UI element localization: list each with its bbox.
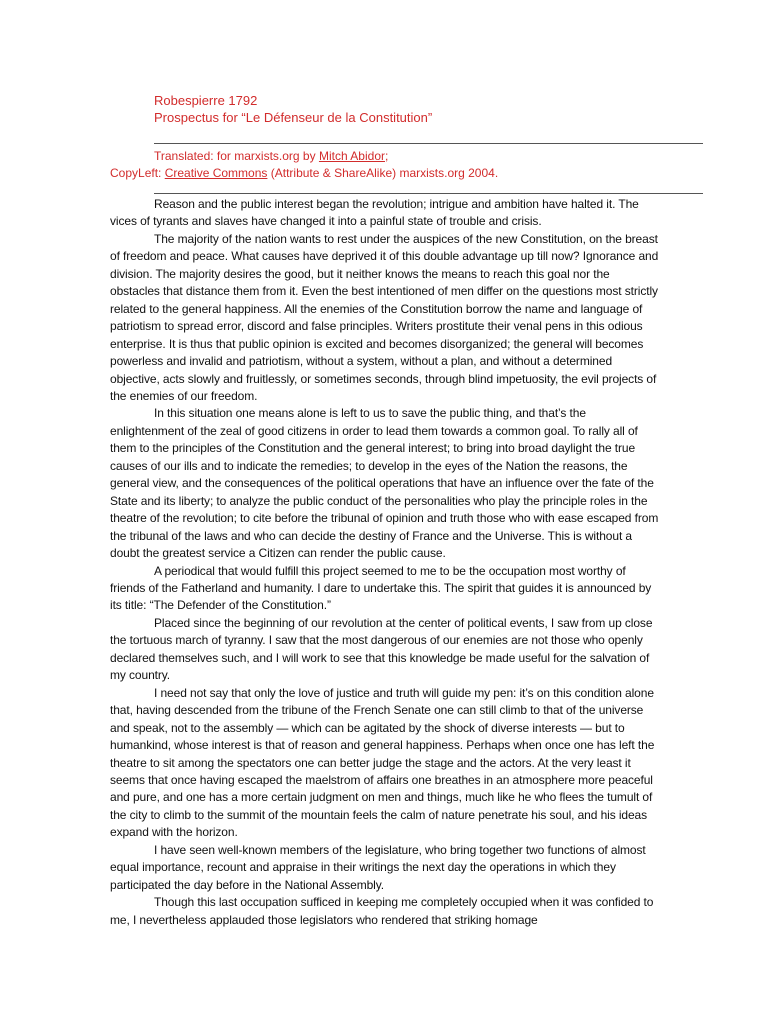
- paragraph: I need not say that only the love of justice and truth will guide my pen: it’s on this condition alone that, having descended from the tribune of the French Senate one can still climb to that of the universe and speak, not to the assembly — which can be agitated by the shock of diverse interests — but to humankind, whose interest is that of reason and general happiness. Perhaps when once one has left the theatre to sit among the spectators one can better judge the stage and the actors. At the very least it seems that once having escaped the maelstrom of affairs one breathes in an atmosphere more peaceful and pure, and one has a more certain judgment on men and things, much like he who flees the tumult of the city to climb to the summit of the mountain feels the calm of nature penetrate his soul, and his ideas expand with the horizon.: [110, 685, 655, 840]
- paragraph: Though this last occupation sufficed in keeping me completely occupied when it was confided to me, I nevertheless applauded those legislators who rendered that striking homage: [110, 895, 654, 927]
- document-header: [154, 92, 432, 126]
- top-divider: [154, 143, 703, 144]
- copyleft-prefix: CopyLeft:: [110, 166, 165, 180]
- copyleft-credit: [110, 165, 498, 182]
- paragraph: In this situation one means alone is left to us to save the public thing, and that’s the enlightenment of the zeal of good citizens in order to lead them towards a common goal. To rally all of them to the principles of the Constitution and the general interest; to bring into broad daylight the true causes of our ills and to indicate the remedies; to develop in the eyes of the Nation the reasons, the general view, and the consequences of the political operations that have an influence over the fate of the State and its liberty; to analyze the public conduct of the personalities who play the principle roles in the theatre of the revolution; to cite before the tribunal of opinion and truth those who with ease escaped from the tribunal of the laws and who can decide the destiny of France and the Universe. This is without a doubt the greatest service a Citizen can render the public cause.: [110, 406, 659, 561]
- document-title: Prospectus for “Le Défenseur de la Constitution”: [154, 110, 433, 125]
- bottom-divider: [154, 193, 703, 194]
- credits-block: [0, 148, 498, 182]
- author-year: Robespierre 1792: [154, 93, 258, 108]
- document-body: [110, 196, 660, 929]
- copyleft-suffix: (Attribute & ShareAlike) marxists.org 2004.: [267, 166, 499, 180]
- translation-credit: [154, 148, 498, 165]
- paragraph: A periodical that would fulfill this project seemed to me to be the occupation most worthy of friends of the Fatherland and humanity. I dare to undertake this. The spirit that guides it is announced by its title: “The Defender of the Constitution.”: [110, 563, 652, 613]
- translated-prefix: Translated: for marxists.org by: [154, 149, 319, 163]
- translated-suffix: ;: [384, 149, 389, 163]
- paragraph: Placed since the beginning of our revolution at the center of political events, I saw from up close the tortuous march of tyranny. I saw that the most dangerous of our enemies are not those who openly declared themselves such, and I will work to see that this knowledge be made useful for the salvation of my country.: [110, 615, 653, 683]
- paragraph: The majority of the nation wants to rest under the auspices of the new Constitution, on the breast of freedom and peace. What causes have deprived it of this double advantage up till now? Ignorance and division. The majority desires the good, but it neither knows the means to reach this goal nor the obstacles that distance them from it. Even the best intentioned of men differ on the questions most strictly related to the general happiness. All the enemies of the Constitution borrow the name and language of patriotism to spread error, discord and false principles. Writers prostitute their venal pens in this odious enterprise. It is thus that public opinion is excited and becomes disorganized; the general will becomes powerless and invalid and patriotism, without a system, without a plan, and without a determined objective, acts slowly and fruitlessly, or sometimes seconds, through blind impetuosity, the evil projects of the enemies of our freedom.: [110, 231, 659, 403]
- translator-link[interactable]: Mitch Abidor: [318, 149, 385, 163]
- paragraph: I have seen well-known members of the legislature, who bring together two functions of almost equal importance, recount and appraise in their writings the next day the operations in which they participated the day before in the National Assembly.: [110, 842, 646, 892]
- license-link[interactable]: Creative Commons: [164, 166, 268, 180]
- paragraph: Reason and the public interest began the revolution; intrigue and ambition have halted it. The vices of tyrants and slaves have changed it into a painful state of trouble and crisis.: [110, 197, 639, 229]
